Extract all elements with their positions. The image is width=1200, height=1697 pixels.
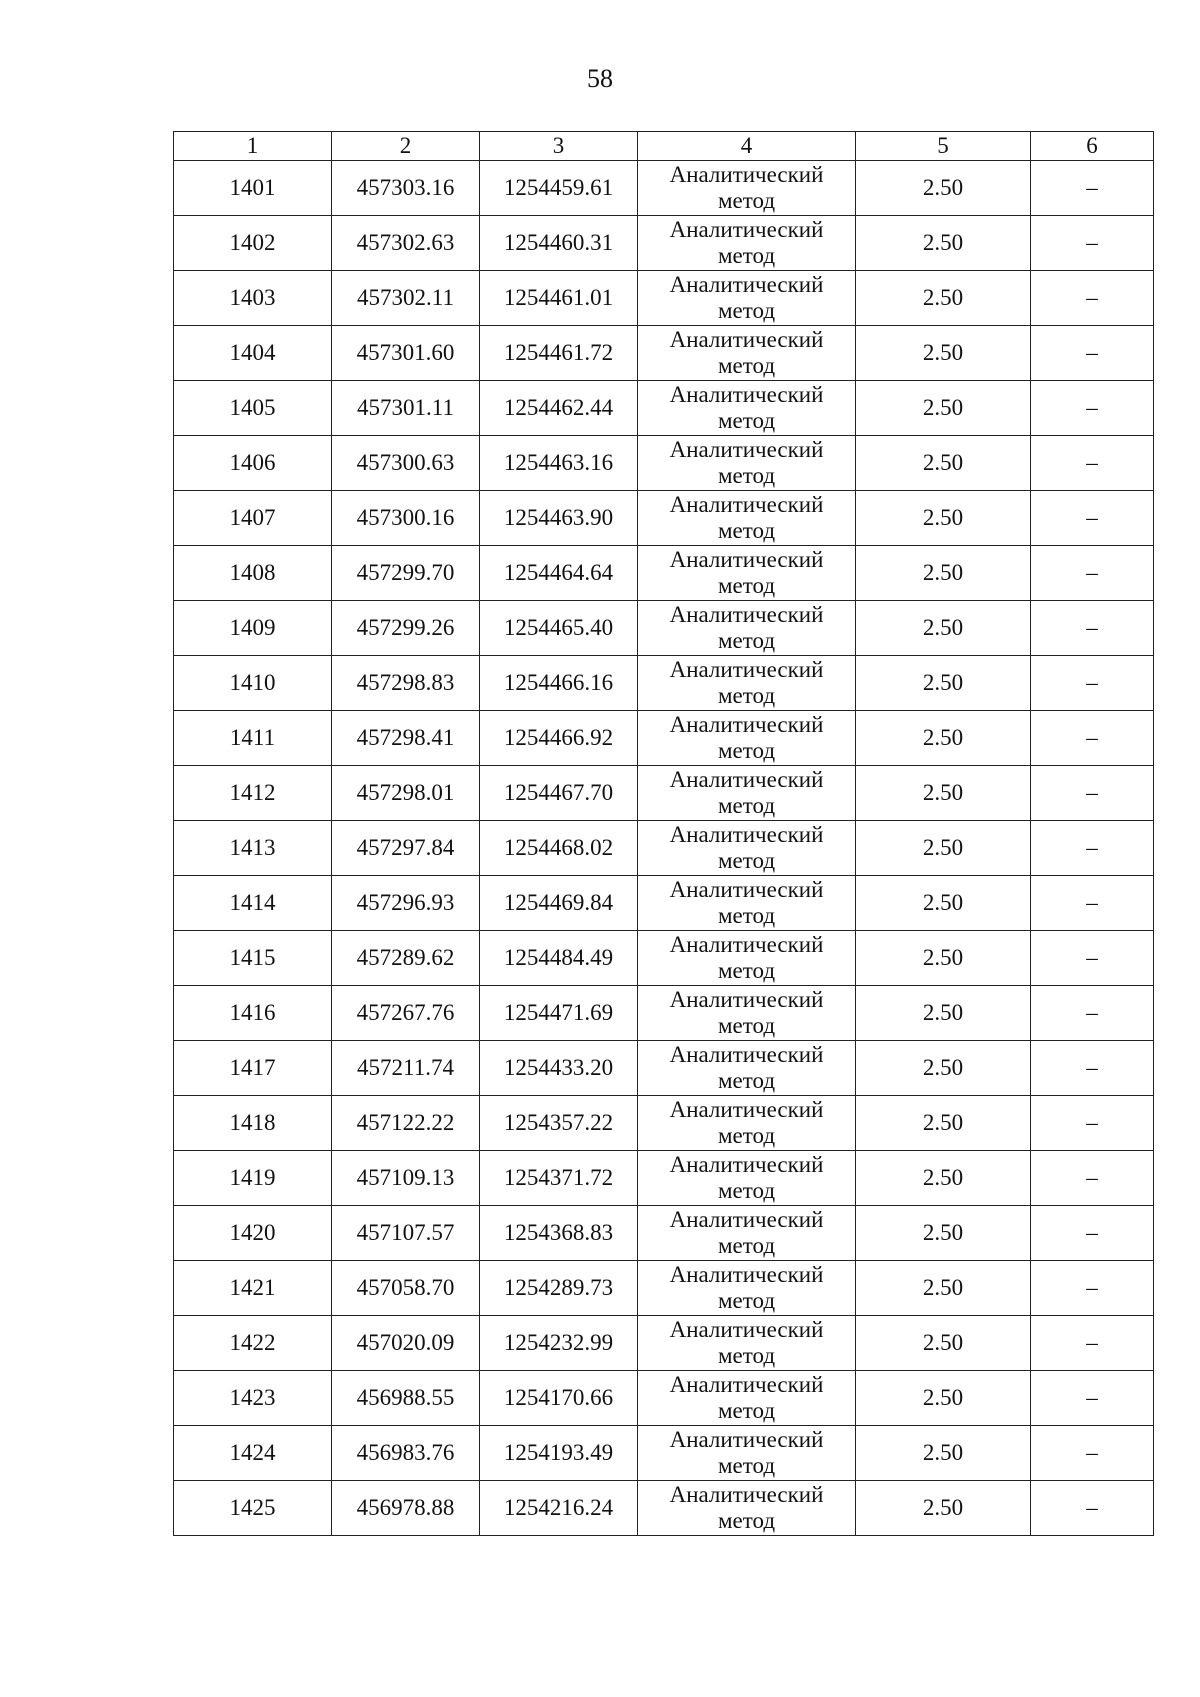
accuracy-cell: 2.50 bbox=[856, 1426, 1031, 1481]
method-line-2: метод bbox=[717, 793, 776, 818]
x-coordinate-cell: 457303.16 bbox=[332, 161, 480, 216]
method-line-1: Аналитический bbox=[669, 602, 824, 627]
method-cell bbox=[638, 1481, 856, 1536]
y-coordinate-cell: 1254216.24 bbox=[480, 1481, 638, 1536]
accuracy-cell: 2.50 bbox=[856, 326, 1031, 381]
method-line-1: Аналитический bbox=[669, 822, 824, 847]
x-coordinate-cell: 457298.01 bbox=[332, 766, 480, 821]
method-line-1: Аналитический bbox=[669, 162, 824, 187]
note-cell: – bbox=[1031, 1481, 1154, 1536]
method-cell bbox=[638, 271, 856, 326]
note-cell: – bbox=[1031, 876, 1154, 931]
method-line-2: метод bbox=[717, 848, 776, 873]
note-cell: – bbox=[1031, 821, 1154, 876]
note-cell: – bbox=[1031, 546, 1154, 601]
table-row bbox=[174, 931, 1154, 986]
accuracy-cell: 2.50 bbox=[856, 546, 1031, 601]
method-cell bbox=[638, 326, 856, 381]
point-number-cell: 1407 bbox=[174, 491, 332, 546]
table-row bbox=[174, 656, 1154, 711]
x-coordinate-cell: 457020.09 bbox=[332, 1316, 480, 1371]
y-coordinate-cell: 1254465.40 bbox=[480, 601, 638, 656]
point-number-cell: 1410 bbox=[174, 656, 332, 711]
x-coordinate-cell: 457267.76 bbox=[332, 986, 480, 1041]
table-row bbox=[174, 1206, 1154, 1261]
y-coordinate-cell: 1254468.02 bbox=[480, 821, 638, 876]
note-cell: – bbox=[1031, 216, 1154, 271]
method-line-1: Аналитический bbox=[669, 217, 824, 242]
method-line-2: метод bbox=[717, 1178, 776, 1203]
note-cell: – bbox=[1031, 931, 1154, 986]
method-line-2: метод bbox=[717, 1343, 776, 1368]
method-cell bbox=[638, 1041, 856, 1096]
y-coordinate-cell: 1254469.84 bbox=[480, 876, 638, 931]
table-row bbox=[174, 1151, 1154, 1206]
method-line-1: Аналитический bbox=[669, 932, 824, 957]
x-coordinate-cell: 457298.83 bbox=[332, 656, 480, 711]
accuracy-cell: 2.50 bbox=[856, 1261, 1031, 1316]
accuracy-cell: 2.50 bbox=[856, 766, 1031, 821]
method-line-1: Аналитический bbox=[669, 1042, 824, 1067]
method-cell bbox=[638, 381, 856, 436]
note-cell: – bbox=[1031, 1041, 1154, 1096]
point-number-cell: 1419 bbox=[174, 1151, 332, 1206]
x-coordinate-cell: 457301.60 bbox=[332, 326, 480, 381]
method-cell bbox=[638, 161, 856, 216]
method-line-2: метод bbox=[717, 1453, 776, 1478]
method-cell bbox=[638, 1151, 856, 1206]
accuracy-cell: 2.50 bbox=[856, 1316, 1031, 1371]
x-coordinate-cell: 456978.88 bbox=[332, 1481, 480, 1536]
point-number-cell: 1413 bbox=[174, 821, 332, 876]
note-cell: – bbox=[1031, 1151, 1154, 1206]
accuracy-cell: 2.50 bbox=[856, 1481, 1031, 1536]
accuracy-cell: 2.50 bbox=[856, 436, 1031, 491]
point-number-cell: 1401 bbox=[174, 161, 332, 216]
method-cell bbox=[638, 766, 856, 821]
y-coordinate-cell: 1254461.72 bbox=[480, 326, 638, 381]
point-number-cell: 1402 bbox=[174, 216, 332, 271]
y-coordinate-cell: 1254463.16 bbox=[480, 436, 638, 491]
y-coordinate-cell: 1254459.61 bbox=[480, 161, 638, 216]
y-coordinate-cell: 1254462.44 bbox=[480, 381, 638, 436]
accuracy-cell: 2.50 bbox=[856, 161, 1031, 216]
table-body bbox=[174, 161, 1154, 1536]
table-row bbox=[174, 1261, 1154, 1316]
x-coordinate-cell: 456983.76 bbox=[332, 1426, 480, 1481]
y-coordinate-cell: 1254463.90 bbox=[480, 491, 638, 546]
column-header-2: 2 bbox=[332, 132, 480, 161]
point-number-cell: 1421 bbox=[174, 1261, 332, 1316]
x-coordinate-cell: 457297.84 bbox=[332, 821, 480, 876]
table-row bbox=[174, 821, 1154, 876]
table-row bbox=[174, 436, 1154, 491]
y-coordinate-cell: 1254368.83 bbox=[480, 1206, 638, 1261]
table-row bbox=[174, 766, 1154, 821]
y-coordinate-cell: 1254371.72 bbox=[480, 1151, 638, 1206]
point-number-cell: 1403 bbox=[174, 271, 332, 326]
method-line-2: метод bbox=[717, 298, 776, 323]
point-number-cell: 1405 bbox=[174, 381, 332, 436]
note-cell: – bbox=[1031, 381, 1154, 436]
method-cell bbox=[638, 491, 856, 546]
table-row bbox=[174, 381, 1154, 436]
method-cell bbox=[638, 436, 856, 491]
accuracy-cell: 2.50 bbox=[856, 821, 1031, 876]
column-header-6: 6 bbox=[1031, 132, 1154, 161]
method-line-1: Аналитический bbox=[669, 1262, 824, 1287]
note-cell: – bbox=[1031, 436, 1154, 491]
page-number: 58 bbox=[587, 64, 613, 93]
method-line-2: метод bbox=[717, 353, 776, 378]
method-line-2: метод bbox=[717, 1013, 776, 1038]
method-line-1: Аналитический bbox=[669, 1482, 824, 1507]
point-number-cell: 1417 bbox=[174, 1041, 332, 1096]
method-line-2: метод bbox=[717, 738, 776, 763]
y-coordinate-cell: 1254467.70 bbox=[480, 766, 638, 821]
column-header-5: 5 bbox=[856, 132, 1031, 161]
point-number-cell: 1404 bbox=[174, 326, 332, 381]
point-number-cell: 1416 bbox=[174, 986, 332, 1041]
method-line-2: метод bbox=[717, 463, 776, 488]
table-row bbox=[174, 546, 1154, 601]
method-cell bbox=[638, 876, 856, 931]
method-line-1: Аналитический bbox=[669, 987, 824, 1012]
method-line-2: метод bbox=[717, 518, 776, 543]
table-row bbox=[174, 1481, 1154, 1536]
note-cell: – bbox=[1031, 1316, 1154, 1371]
method-line-1: Аналитический bbox=[669, 1207, 824, 1232]
column-header-3: 3 bbox=[480, 132, 638, 161]
method-line-1: Аналитический bbox=[669, 767, 824, 792]
point-number-cell: 1424 bbox=[174, 1426, 332, 1481]
method-line-1: Аналитический bbox=[669, 327, 824, 352]
method-line-1: Аналитический bbox=[669, 1372, 824, 1397]
y-coordinate-cell: 1254460.31 bbox=[480, 216, 638, 271]
x-coordinate-cell: 457301.11 bbox=[332, 381, 480, 436]
point-number-cell: 1408 bbox=[174, 546, 332, 601]
method-line-2: метод bbox=[717, 1068, 776, 1093]
method-cell bbox=[638, 1261, 856, 1316]
x-coordinate-cell: 457300.16 bbox=[332, 491, 480, 546]
note-cell: – bbox=[1031, 1426, 1154, 1481]
accuracy-cell: 2.50 bbox=[856, 1041, 1031, 1096]
table-row bbox=[174, 1371, 1154, 1426]
accuracy-cell: 2.50 bbox=[856, 1206, 1031, 1261]
accuracy-cell: 2.50 bbox=[856, 876, 1031, 931]
x-coordinate-cell: 457296.93 bbox=[332, 876, 480, 931]
method-cell bbox=[638, 1426, 856, 1481]
x-coordinate-cell: 456988.55 bbox=[332, 1371, 480, 1426]
point-number-cell: 1414 bbox=[174, 876, 332, 931]
table-header bbox=[174, 132, 1154, 161]
accuracy-cell: 2.50 bbox=[856, 491, 1031, 546]
coordinates-table bbox=[173, 131, 1154, 1536]
point-number-cell: 1412 bbox=[174, 766, 332, 821]
method-cell bbox=[638, 1206, 856, 1261]
method-cell bbox=[638, 1316, 856, 1371]
method-line-2: метод bbox=[717, 1398, 776, 1423]
method-cell bbox=[638, 821, 856, 876]
method-line-1: Аналитический bbox=[669, 712, 824, 737]
method-line-2: метод bbox=[717, 1288, 776, 1313]
x-coordinate-cell: 457211.74 bbox=[332, 1041, 480, 1096]
x-coordinate-cell: 457289.62 bbox=[332, 931, 480, 986]
table-row bbox=[174, 986, 1154, 1041]
accuracy-cell: 2.50 bbox=[856, 931, 1031, 986]
method-line-1: Аналитический bbox=[669, 382, 824, 407]
point-number-cell: 1409 bbox=[174, 601, 332, 656]
y-coordinate-cell: 1254232.99 bbox=[480, 1316, 638, 1371]
method-line-2: метод bbox=[717, 1508, 776, 1533]
note-cell: – bbox=[1031, 711, 1154, 766]
method-line-2: метод bbox=[717, 683, 776, 708]
method-cell bbox=[638, 1096, 856, 1151]
point-number-cell: 1406 bbox=[174, 436, 332, 491]
method-line-1: Аналитический bbox=[669, 1097, 824, 1122]
method-cell bbox=[638, 546, 856, 601]
table-row bbox=[174, 216, 1154, 271]
y-coordinate-cell: 1254357.22 bbox=[480, 1096, 638, 1151]
method-cell bbox=[638, 931, 856, 986]
table-row bbox=[174, 1096, 1154, 1151]
y-coordinate-cell: 1254433.20 bbox=[480, 1041, 638, 1096]
x-coordinate-cell: 457122.22 bbox=[332, 1096, 480, 1151]
y-coordinate-cell: 1254289.73 bbox=[480, 1261, 638, 1316]
note-cell: – bbox=[1031, 271, 1154, 326]
note-cell: – bbox=[1031, 986, 1154, 1041]
table-row bbox=[174, 876, 1154, 931]
method-cell bbox=[638, 656, 856, 711]
x-coordinate-cell: 457299.70 bbox=[332, 546, 480, 601]
x-coordinate-cell: 457107.57 bbox=[332, 1206, 480, 1261]
point-number-cell: 1423 bbox=[174, 1371, 332, 1426]
header-row bbox=[174, 132, 1154, 161]
method-cell bbox=[638, 986, 856, 1041]
method-line-2: метод bbox=[717, 408, 776, 433]
column-header-4: 4 bbox=[638, 132, 856, 161]
method-cell bbox=[638, 1371, 856, 1426]
table-row bbox=[174, 1041, 1154, 1096]
note-cell: – bbox=[1031, 601, 1154, 656]
method-line-2: метод bbox=[717, 958, 776, 983]
accuracy-cell: 2.50 bbox=[856, 271, 1031, 326]
method-line-1: Аналитический bbox=[669, 547, 824, 572]
accuracy-cell: 2.50 bbox=[856, 381, 1031, 436]
accuracy-cell: 2.50 bbox=[856, 656, 1031, 711]
accuracy-cell: 2.50 bbox=[856, 711, 1031, 766]
method-line-1: Аналитический bbox=[669, 657, 824, 682]
accuracy-cell: 2.50 bbox=[856, 1096, 1031, 1151]
note-cell: – bbox=[1031, 1261, 1154, 1316]
table-row bbox=[174, 491, 1154, 546]
method-line-2: метод bbox=[717, 1233, 776, 1258]
point-number-cell: 1415 bbox=[174, 931, 332, 986]
point-number-cell: 1425 bbox=[174, 1481, 332, 1536]
method-line-1: Аналитический bbox=[669, 1317, 824, 1342]
y-coordinate-cell: 1254464.64 bbox=[480, 546, 638, 601]
table-row bbox=[174, 601, 1154, 656]
method-line-1: Аналитический bbox=[669, 877, 824, 902]
method-line-2: метод bbox=[717, 903, 776, 928]
note-cell: – bbox=[1031, 1096, 1154, 1151]
y-coordinate-cell: 1254466.92 bbox=[480, 711, 638, 766]
note-cell: – bbox=[1031, 656, 1154, 711]
method-line-2: метод bbox=[717, 1123, 776, 1148]
table-row bbox=[174, 1426, 1154, 1481]
y-coordinate-cell: 1254461.01 bbox=[480, 271, 638, 326]
x-coordinate-cell: 457058.70 bbox=[332, 1261, 480, 1316]
y-coordinate-cell: 1254170.66 bbox=[480, 1371, 638, 1426]
y-coordinate-cell: 1254471.69 bbox=[480, 986, 638, 1041]
method-cell bbox=[638, 601, 856, 656]
method-line-1: Аналитический bbox=[669, 437, 824, 462]
x-coordinate-cell: 457300.63 bbox=[332, 436, 480, 491]
note-cell: – bbox=[1031, 766, 1154, 821]
table-row bbox=[174, 161, 1154, 216]
note-cell: – bbox=[1031, 1371, 1154, 1426]
x-coordinate-cell: 457109.13 bbox=[332, 1151, 480, 1206]
method-line-1: Аналитический bbox=[669, 1427, 824, 1452]
accuracy-cell: 2.50 bbox=[856, 601, 1031, 656]
table-row bbox=[174, 326, 1154, 381]
note-cell: – bbox=[1031, 491, 1154, 546]
method-line-1: Аналитический bbox=[669, 1152, 824, 1177]
x-coordinate-cell: 457302.11 bbox=[332, 271, 480, 326]
accuracy-cell: 2.50 bbox=[856, 1151, 1031, 1206]
y-coordinate-cell: 1254466.16 bbox=[480, 656, 638, 711]
method-line-2: метод bbox=[717, 628, 776, 653]
table-row bbox=[174, 711, 1154, 766]
note-cell: – bbox=[1031, 326, 1154, 381]
table-row bbox=[174, 271, 1154, 326]
method-line-1: Аналитический bbox=[669, 272, 824, 297]
x-coordinate-cell: 457298.41 bbox=[332, 711, 480, 766]
accuracy-cell: 2.50 bbox=[856, 1371, 1031, 1426]
y-coordinate-cell: 1254193.49 bbox=[480, 1426, 638, 1481]
accuracy-cell: 2.50 bbox=[856, 986, 1031, 1041]
accuracy-cell: 2.50 bbox=[856, 216, 1031, 271]
x-coordinate-cell: 457302.63 bbox=[332, 216, 480, 271]
point-number-cell: 1418 bbox=[174, 1096, 332, 1151]
note-cell: – bbox=[1031, 1206, 1154, 1261]
method-cell bbox=[638, 216, 856, 271]
column-header-1: 1 bbox=[174, 132, 332, 161]
table-row bbox=[174, 1316, 1154, 1371]
point-number-cell: 1420 bbox=[174, 1206, 332, 1261]
y-coordinate-cell: 1254484.49 bbox=[480, 931, 638, 986]
point-number-cell: 1411 bbox=[174, 711, 332, 766]
note-cell: – bbox=[1031, 161, 1154, 216]
method-line-2: метод bbox=[717, 188, 776, 213]
method-line-2: метод bbox=[717, 243, 776, 268]
method-line-2: метод bbox=[717, 573, 776, 598]
method-cell bbox=[638, 711, 856, 766]
method-line-1: Аналитический bbox=[669, 492, 824, 517]
x-coordinate-cell: 457299.26 bbox=[332, 601, 480, 656]
point-number-cell: 1422 bbox=[174, 1316, 332, 1371]
